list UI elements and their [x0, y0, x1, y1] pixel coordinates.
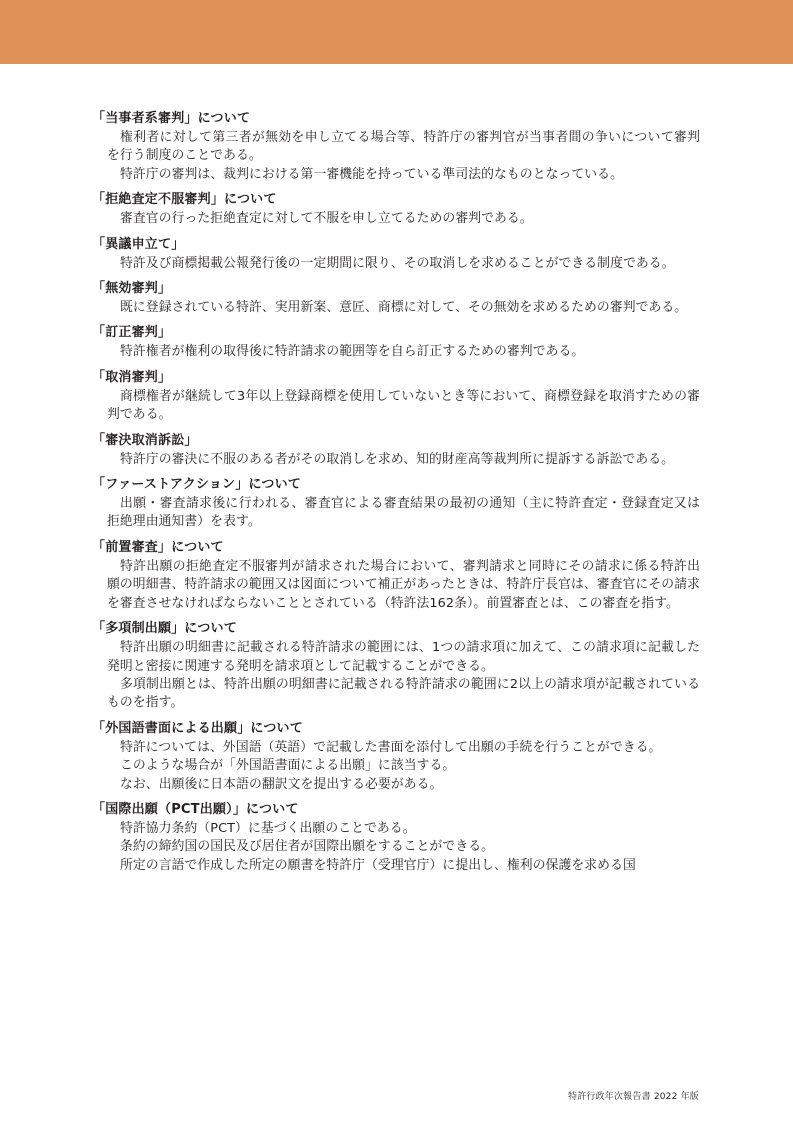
glossary-definition-paragraph: 特許出願の明細書に記載される特許請求の範囲には、1つの請求項に加えて、この請求項に記載した発明と密接に関連する発明を請求項として記載することができる。: [107, 640, 700, 674]
glossary-entry: [94, 368, 700, 425]
glossary-term-title: 「国際出願（PCT出願）」について: [92, 801, 299, 817]
glossary-definition-paragraph: このような場合が「外国語書面による出願」に該当する。: [120, 758, 456, 774]
glossary-term-title: 「ファーストアクション」について: [92, 477, 301, 493]
glossary-term-title: 「審決取消訴訟」: [92, 432, 198, 448]
glossary-definition-paragraph: 条約の締約国の国民及び居住者が国際出願をすることができる。: [120, 839, 495, 855]
glossary-definition-paragraph: 多項制出願とは、特許出願の明細書に記載される特許請求の範囲に2以上の請求項が記載されているものを指す。: [107, 676, 700, 711]
glossary-entry: [94, 475, 700, 532]
glossary-definition-paragraph: なお、出願後に日本語の翻訳文を提出する必要がある。: [120, 776, 443, 792]
glossary-entry: [94, 619, 700, 713]
glossary-definition-paragraph: 特許権者が権利の取得後に特許請求の範囲等を自ら訂正するための審判である。: [120, 344, 585, 360]
glossary-definition-paragraph: 既に登録されている特許、実用新案、意匠、商標に対して、その無効を求めるための審判である。: [120, 300, 688, 316]
glossary-term-title: 「拒絶査定不服審判」について: [92, 192, 277, 208]
glossary-content: [94, 109, 700, 876]
glossary-definition-paragraph: 特許及び商標掲載公報発行後の一定期間に限り、その取消しを求めることができる制度である。: [120, 255, 675, 271]
glossary-term-title: 「無効審判」: [92, 281, 172, 297]
glossary-term-title: 「多項制出願」について: [92, 621, 237, 637]
glossary-entry: [94, 431, 700, 469]
glossary-term-title: 「訂正審判」: [92, 325, 172, 341]
glossary-entry: [94, 323, 700, 361]
glossary-definition-paragraph: 特許庁の審判は、裁判における第一審機能を持っている準司法的なものとなっている。: [120, 166, 623, 182]
header-band: [0, 0, 793, 64]
glossary-definition-paragraph: 所定の言語で作成した所定の願書を特許庁（受理官庁）に提出し、権利の保護を求める国: [120, 857, 636, 873]
glossary-term-title: 「前置審査」について: [92, 539, 224, 555]
glossary-definition-paragraph: 特許出願の拒絶査定不服審判が請求された場合において、審判請求と同時にその請求に係る特許出願の明細書、特許請求の範囲又は図面について補正があったときは、特許庁長官は、審査官にその請求を審査させなければならないこととされている（特許法162条）。前置審査とは、この審査を指す。: [107, 558, 700, 611]
glossary-entry: [94, 190, 700, 228]
glossary-definition-paragraph: 審査官の行った拒絶査定に対して不服を申し立てるための審判である。: [120, 211, 533, 227]
glossary-definition-paragraph: 特許庁の審決に不服のある者がその取消しを求め、知的財産高等裁判所に提訴する訴訟である。: [120, 451, 675, 467]
glossary-term-title: 「外国語書面による出願」について: [92, 720, 303, 736]
page-footer: 特許行政年次報告書 2022 年版: [567, 1092, 699, 1102]
glossary-definition-paragraph: 出願・審査請求後に行われる、審査官による審査結果の最初の通知（主に特許査定・登録査定又は拒絶理由通知書）を表す。: [107, 496, 700, 530]
glossary-definition-paragraph: 特許については、外国語（英語）で記載した書面を添付して出願の手続を行うことができる。: [120, 739, 662, 755]
glossary-definition-paragraph: 権利者に対して第三者が無効を申し立てる場合等、特許庁の審判官が当事者間の争いについて審判を行う制度のことである。: [107, 130, 700, 164]
glossary-term-title: 「取消審判」: [92, 369, 172, 385]
glossary-entry: [94, 109, 700, 184]
glossary-entry: [94, 719, 700, 794]
glossary-term-title: 「当事者系審判」について: [92, 111, 251, 126]
glossary-term-title: 「異議申立て」: [92, 236, 185, 252]
glossary-entry: [94, 538, 700, 613]
glossary-definition-paragraph: 特許協力条約（PCT）に基づく出願のことである。: [120, 820, 416, 836]
glossary-entry: [94, 235, 700, 273]
glossary-entry: [94, 800, 700, 875]
glossary-entry: [94, 279, 700, 317]
glossary-definition-paragraph: 商標権者が継続して3年以上登録商標を使用していないとき等において、商標登録を取消すための審判である。: [107, 388, 700, 423]
